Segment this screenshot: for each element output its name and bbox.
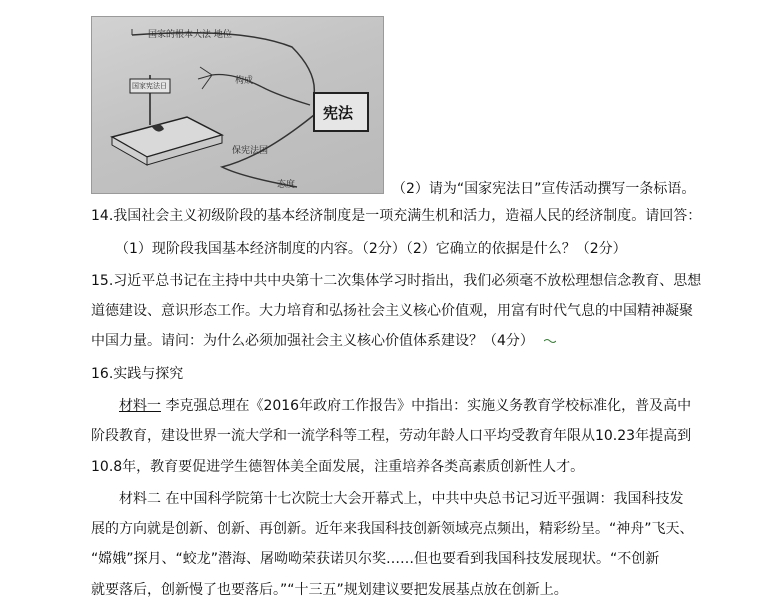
mindmap-branch-baozhang: 保宪法国 bbox=[232, 146, 269, 156]
material1-line2: 阶段教育，建设世界一流大学和一流学科等工程，劳动年龄人口平均受教育年限从10.23年提高到 bbox=[91, 428, 692, 444]
q16-title: 16.实践与探究 bbox=[91, 366, 184, 382]
mindmap-book-sign: 国家宪法日 bbox=[132, 82, 167, 90]
q15-line1: 15.习近平总书记在主持中共中央第十二次集体学习时指出，我们必须毫不放松理想信念教育、思想 bbox=[91, 273, 702, 289]
mindmap-branch-bottom: 态度 bbox=[277, 180, 296, 190]
mindmap-top-label: 国家的根本大法 地位 bbox=[148, 30, 232, 40]
mindmap-branch-goucheng: 构成 bbox=[235, 76, 254, 86]
wavy-mark-icon bbox=[544, 338, 556, 344]
mindmap-photo bbox=[91, 16, 384, 194]
material2-line1: 材料二 在中国科学院第十七次院士大会开幕式上，中共中央总书记习近平强调：我国科技发 bbox=[119, 491, 684, 507]
material2-line3: “嫦娥”探月、“蛟龙”潜海、屠呦呦荣获诺贝尔奖……但也要看到我国科技发展现状。“不创新 bbox=[91, 551, 660, 567]
material1-line1 bbox=[91, 397, 691, 415]
q13-part2: （2）请为“国家宪法日”宣传活动撰写一条标语。 bbox=[392, 181, 696, 197]
material2-line2: 展的方向就是创新、创新、再创新。近年来我国科技创新领域亮点频出，精彩纷呈。“神舟”飞天、 bbox=[91, 521, 694, 537]
material1-label: 材料一 bbox=[119, 398, 161, 414]
q14-line1: 14.我国社会主义初级阶段的基本经济制度是一项充满生机和活力，造福人民的经济制度。请回答： bbox=[91, 208, 702, 224]
material1-line1-text: 李克强总理在《2016年政府工作报告》中指出：实施义务教育学校标准化，普及高中 bbox=[161, 398, 692, 414]
material1-line3: 10.8年，教育要促进学生德智体美全面发展，注重培养各类高素质创新性人才。 bbox=[91, 459, 585, 475]
q14-line2: （1）现阶段我国基本经济制度的内容。（2分）（2）它确立的依据是什么？（2分） bbox=[115, 241, 627, 257]
mindmap-center-label: 宪法 bbox=[323, 104, 354, 122]
q15-line3-text: 中国力量。请问：为什么必须加强社会主义核心价值体系建设？（4分） bbox=[91, 333, 534, 349]
q15-line3 bbox=[91, 332, 556, 350]
material2-line4: 就要落后，创新慢了也要落后。”“十三五”规划建议要把发展基点放在创新上。 bbox=[91, 582, 568, 598]
q15-line2: 道德建设、意识形态工作。大力培育和弘扬社会主义核心价值观，用富有时代气息的中国精神凝聚 bbox=[91, 303, 693, 319]
